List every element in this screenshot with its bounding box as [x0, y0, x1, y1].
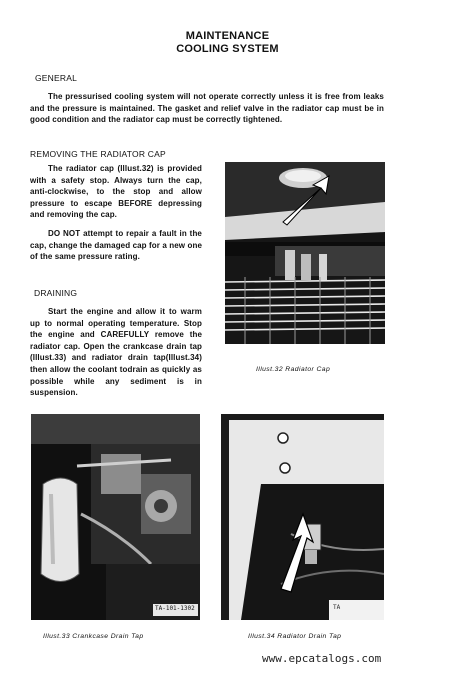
illust-33-photo-tag: TA-101-1302: [155, 605, 195, 612]
illust-34-radiator-drain-tap-photo: [221, 414, 384, 620]
page-title-line1: MAINTENANCE: [185, 30, 270, 42]
general-text: The pressurised cooling system will not operate correctly unless it is free from leaks and the pressure is maintained. The gasket and relief valve in the radiator cap must be in good condition and the radiator cap must be correctly tightened.: [30, 92, 384, 125]
draining-heading: DRAINING: [34, 288, 78, 298]
footer-url[interactable]: www.epcatalogs.com: [262, 652, 382, 665]
illust-33-caption: Illust.33 Crankcase Drain Tap: [43, 633, 144, 640]
general-heading: GENERAL: [35, 73, 78, 83]
radiator-cap-heading: REMOVING THE RADIATOR CAP: [30, 149, 166, 159]
illust-32-caption: Illust.32 Radiator Cap: [256, 366, 331, 373]
illust-34-caption: Illust.34 Radiator Drain Tap: [248, 633, 342, 640]
draining-text: Start the engine and allow it to warm up to normal operating temperature. Stop the engine and CAREFULLY remove the radiator cap. Open the crankcase drain tap (Illust.33) and radiator drain tap(Illust.34) then allow the coolant todrain as quickly as possible while any sediment is in suspension.: [30, 307, 202, 398]
illust-33-crankcase-drain-tap-photo: [31, 414, 200, 620]
illust-34-photo-tag: TA: [333, 604, 341, 611]
illust-32-radiator-cap-photo: [225, 162, 385, 344]
radiator-cap-paragraph-2: DO NOT attempt to repair a fault in the cap, change the damaged cap for a new one of the same pressure rating.: [30, 229, 202, 262]
radiator-cap-paragraph-1: The radiator cap (Illust.32) is provided with a safety stop. Always turn the cap, anti-clockwise, to the stop and allow pressure to escape BEFORE depressing and removing the cap.: [30, 164, 202, 220]
page-title-line2: COOLING SYSTEM: [176, 43, 279, 55]
